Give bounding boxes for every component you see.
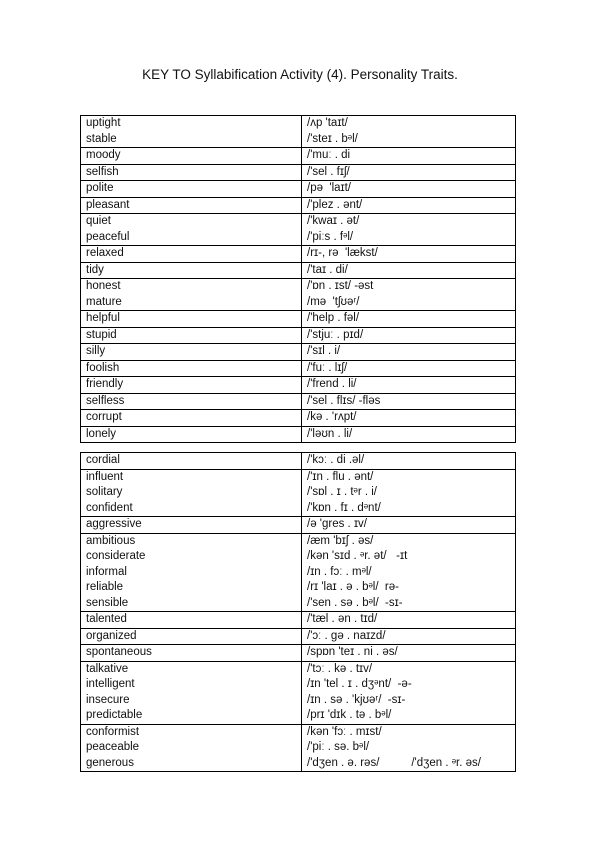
syllabification-table-2 xyxy=(80,452,516,772)
phonetic-transcription: /rɪ 'laɪ . ə . bᵊl/ rə- xyxy=(307,581,399,593)
word: selfless xyxy=(86,394,125,407)
table-row xyxy=(81,327,516,344)
table-row xyxy=(81,279,516,311)
word-cell xyxy=(81,628,302,645)
word-cell xyxy=(81,327,302,344)
word: solitary xyxy=(86,486,123,498)
word: informal xyxy=(86,565,127,578)
table-row xyxy=(81,246,516,263)
phonetic-transcription: /'help . fəl/ xyxy=(307,312,360,324)
table-row xyxy=(81,426,516,443)
table-row xyxy=(81,724,516,772)
phonetic-transcription: /'ɔː . gə . naɪzd/ xyxy=(307,629,386,642)
phonetic-cell xyxy=(302,214,516,246)
phonetic-transcription: /ə 'gres . ɪv/ xyxy=(307,518,367,530)
word: insecure xyxy=(86,693,130,706)
word: aggressive xyxy=(86,518,142,530)
phonetic-cell xyxy=(302,327,516,344)
word-cell xyxy=(81,311,302,328)
word: moody xyxy=(86,149,121,161)
phonetic-transcription: /'frend . li/ xyxy=(307,378,357,390)
phonetic-transcription: /'sel . fɪʃ/ xyxy=(307,165,350,178)
phonetic-transcription: /'kwaɪ . ət/ xyxy=(307,215,360,227)
phonetic-cell xyxy=(302,517,516,534)
phonetic-cell xyxy=(302,311,516,328)
phonetic-cell xyxy=(302,724,516,772)
table-row xyxy=(81,661,516,724)
phonetic-transcription: /'kɔː . di .əl/ xyxy=(307,454,365,466)
word-cell xyxy=(81,360,302,377)
table-row xyxy=(81,393,516,410)
word: foolish xyxy=(86,361,120,374)
word: predictable xyxy=(86,709,143,721)
word: quiet xyxy=(86,215,111,227)
word-cell xyxy=(81,469,302,517)
phonetic-transcription: /'ləʊn . li/ xyxy=(307,427,353,440)
phonetic-transcription: /kən 'fɔː . mɪst/ xyxy=(307,725,382,738)
table-row xyxy=(81,311,516,328)
word-cell xyxy=(81,661,302,724)
word: considerate xyxy=(86,550,146,562)
table-row xyxy=(81,360,516,377)
table-row xyxy=(81,533,516,612)
page-title: KEY TO Syllabification Activity (4). Personality Traits. xyxy=(142,67,458,82)
word-cell xyxy=(81,246,302,263)
word: friendly xyxy=(86,378,124,390)
phonetic-transcription: /'piːs . fᵊl/ xyxy=(307,230,354,243)
word: tidy xyxy=(86,263,104,276)
phonetic-transcription: /'plez . ənt/ xyxy=(307,198,363,211)
phonetic-transcription: /'stjuː . pɪd/ xyxy=(307,328,364,341)
word: ambitious xyxy=(86,534,136,547)
word-cell xyxy=(81,453,302,470)
phonetic-cell xyxy=(302,164,516,181)
word-cell xyxy=(81,344,302,361)
word-cell xyxy=(81,197,302,214)
word-cell xyxy=(81,410,302,427)
phonetic-transcription: /'muː . di xyxy=(307,149,351,161)
table-row xyxy=(81,410,516,427)
phonetic-cell xyxy=(302,197,516,214)
phonetic-cell xyxy=(302,116,516,148)
table-row xyxy=(81,164,516,181)
table-row xyxy=(81,628,516,645)
phonetic-transcription: /mə 'tʃʊəʳ/ xyxy=(307,295,360,308)
phonetic-transcription: /æm 'bɪʃ . əs/ xyxy=(307,534,374,547)
table-row xyxy=(81,116,516,148)
word-cell xyxy=(81,393,302,410)
word: organized xyxy=(86,629,137,642)
word-cell xyxy=(81,724,302,772)
word-cell xyxy=(81,426,302,443)
phonetic-transcription: /kən 'sɪd . ᵊr. ət/ -ɪt xyxy=(307,550,408,562)
word: silly xyxy=(86,345,106,357)
word-cell xyxy=(81,262,302,279)
word: helpful xyxy=(86,312,120,324)
phonetic-transcription: /ɪn . sə . 'kjʊəʳ/ -sɪ- xyxy=(307,693,406,706)
phonetic-transcription: /'sɒl . ɪ . tᵊr . i/ xyxy=(307,486,377,498)
phonetic-cell xyxy=(302,453,516,470)
word: uptight xyxy=(86,117,121,129)
phonetic-cell xyxy=(302,628,516,645)
phonetic-transcription: /'sel . flɪs/ -fləs xyxy=(307,394,381,407)
word: reliable xyxy=(86,581,124,593)
table-row xyxy=(81,148,516,165)
word: confident xyxy=(86,501,133,514)
phonetic-cell xyxy=(302,246,516,263)
word: influent xyxy=(86,470,124,483)
phonetic-transcription: /ɪn 'tel . ɪ . dʒᵊnt/ -ə- xyxy=(307,678,412,690)
phonetic-cell xyxy=(302,661,516,724)
word: stable xyxy=(86,132,117,145)
word-cell xyxy=(81,533,302,612)
word-cell xyxy=(81,164,302,181)
phonetic-transcription: /'tɔː . kə . tɪv/ xyxy=(307,662,373,675)
phonetic-transcription: /'sen . sə . bᵊl/ -sɪ- xyxy=(307,596,403,609)
word: honest xyxy=(86,280,121,292)
table-row xyxy=(81,645,516,662)
table-row xyxy=(81,197,516,214)
phonetic-transcription: /'sɪl . i/ xyxy=(307,345,341,357)
table-row xyxy=(81,612,516,629)
phonetic-transcription: /'dʒen . ə. rəs/ /'dʒen . ᵊr. əs/ xyxy=(307,756,481,769)
phonetic-transcription: /'kɒn . fɪ . dᵊnt/ xyxy=(307,501,381,514)
phonetic-cell xyxy=(302,410,516,427)
phonetic-transcription: /'tæl . ən . tɪd/ xyxy=(307,613,378,625)
phonetic-transcription: /'ɪn . flu . ənt/ xyxy=(307,470,374,483)
word-cell xyxy=(81,181,302,198)
word-cell xyxy=(81,612,302,629)
table-row xyxy=(81,517,516,534)
table-row xyxy=(81,377,516,394)
phonetic-cell xyxy=(302,377,516,394)
phonetic-transcription: /rɪ-, rə 'lækst/ xyxy=(307,247,378,259)
phonetic-transcription: /'ɒn . ɪst/ -əst xyxy=(307,280,374,292)
word: relaxed xyxy=(86,247,124,259)
word: peaceful xyxy=(86,230,130,243)
table-row xyxy=(81,181,516,198)
phonetic-cell xyxy=(302,426,516,443)
phonetic-transcription: /'taɪ . di/ xyxy=(307,263,348,276)
table-row xyxy=(81,262,516,279)
table-row xyxy=(81,469,516,517)
word-cell xyxy=(81,645,302,662)
phonetic-cell xyxy=(302,262,516,279)
phonetic-transcription: /'piː . sə. bᵊl/ xyxy=(307,741,370,753)
syllabification-table-1 xyxy=(80,115,516,443)
phonetic-cell xyxy=(302,612,516,629)
table-row xyxy=(81,214,516,246)
word-cell xyxy=(81,517,302,534)
word-cell xyxy=(81,214,302,246)
word: stupid xyxy=(86,328,117,341)
phonetic-transcription: /spɒn 'teɪ . ni . əs/ xyxy=(307,646,398,658)
word: cordial xyxy=(86,454,120,466)
word: spontaneous xyxy=(86,646,152,658)
phonetic-cell xyxy=(302,279,516,311)
word: corrupt xyxy=(86,411,122,423)
table-row xyxy=(81,453,516,470)
phonetic-cell xyxy=(302,181,516,198)
word: talkative xyxy=(86,662,129,675)
word-cell xyxy=(81,116,302,148)
word: mature xyxy=(86,295,122,308)
word-cell xyxy=(81,279,302,311)
phonetic-transcription: /ɪn . fɔː . mᵊl/ xyxy=(307,565,372,578)
phonetic-cell xyxy=(302,469,516,517)
word: generous xyxy=(86,756,134,769)
word: conformist xyxy=(86,725,140,738)
phonetic-transcription: /kə . 'rʌpt/ xyxy=(307,411,357,423)
phonetic-cell xyxy=(302,360,516,377)
phonetic-cell xyxy=(302,344,516,361)
phonetic-cell xyxy=(302,645,516,662)
word: intelligent xyxy=(86,678,135,690)
word-cell xyxy=(81,377,302,394)
word: selfish xyxy=(86,165,119,178)
phonetic-transcription: /'fuː . lɪʃ/ xyxy=(307,361,348,374)
table-row xyxy=(81,344,516,361)
word: sensible xyxy=(86,596,129,609)
phonetic-transcription: /ʌp 'taɪt/ xyxy=(307,117,348,129)
word: polite xyxy=(86,182,114,194)
word: pleasant xyxy=(86,198,130,211)
word: talented xyxy=(86,613,127,625)
phonetic-transcription: /pə 'laɪt/ xyxy=(307,182,352,194)
phonetic-transcription: /prɪ 'dɪk . tə . bᵊl/ xyxy=(307,709,392,721)
word-cell xyxy=(81,148,302,165)
word: peaceable xyxy=(86,741,140,753)
word: lonely xyxy=(86,427,117,440)
phonetic-transcription: /'steɪ . bᵊl/ xyxy=(307,132,358,145)
phonetic-cell xyxy=(302,393,516,410)
phonetic-cell xyxy=(302,533,516,612)
phonetic-cell xyxy=(302,148,516,165)
